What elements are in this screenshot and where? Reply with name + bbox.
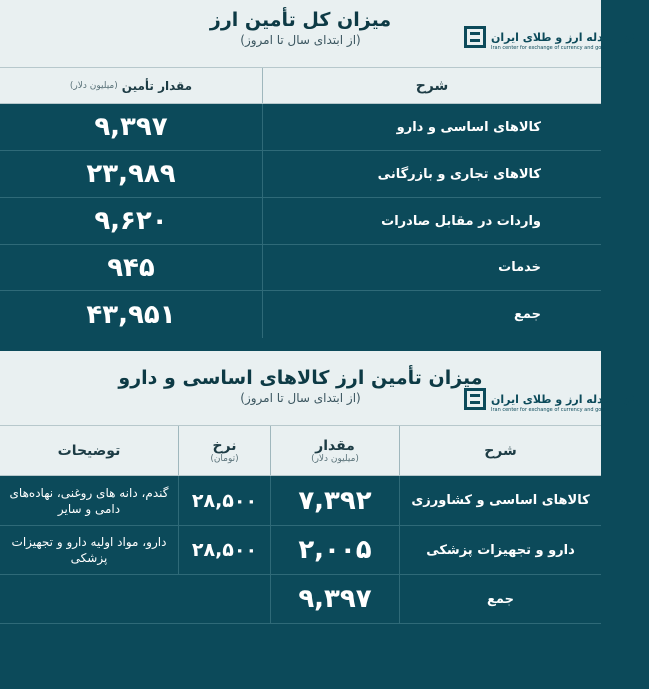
logo-icon (464, 26, 486, 48)
row-label: کالاهای اساسی و کشاورزی (411, 493, 590, 508)
logo-icon (464, 388, 486, 410)
row-label: واردات در مقابل صادرات (381, 213, 541, 229)
amount-unit: (میلیون دلار) (311, 453, 359, 464)
col-notes: توضیحات (57, 442, 121, 459)
row-label: خدمات (498, 260, 541, 275)
total-row (0, 575, 601, 624)
amount-value: ۲۳,۹۸۹ (86, 159, 176, 189)
table-row (0, 151, 601, 198)
row-label: دارو و تجهیزات پزشکی (426, 542, 575, 558)
row-notes: گندم، دانه های روغنی، نهاده‌های دامی و سایر (9, 485, 169, 516)
amount-value: ۲,۰۰۵ (298, 535, 372, 565)
amount-value: ۹,۳۹۷ (94, 112, 168, 142)
panel-total-currency (0, 0, 649, 338)
total-value: ۴۳,۹۵۱ (86, 299, 176, 330)
amount-value: ۹۴۵ (107, 252, 155, 283)
panel-1-subtitle: (از ابتدای سال تا امروز) (240, 33, 361, 47)
table-row (0, 526, 601, 575)
row-label: کالاهای اساسی و دارو (396, 119, 541, 135)
total-label: جمع (487, 591, 514, 607)
col-amount: مقدار (315, 437, 355, 454)
row-notes: دارو، مواد اولیه دارو و تجهیزات پزشکی (11, 535, 167, 565)
row-label: کالاهای تجاری و بازرگانی (377, 166, 541, 182)
rate-value: ۲۸,۵۰۰ (191, 489, 258, 512)
panel-1-title: میزان کل تأمین ارز (209, 9, 392, 31)
panel-essential-goods (0, 351, 649, 689)
panel-2-header-row (0, 425, 601, 476)
table-row (0, 198, 601, 245)
col-amount: مقدار تأمین (121, 78, 193, 93)
rate-value: ۲۸,۵۰۰ (191, 539, 258, 561)
table-row (0, 476, 601, 526)
col-description: شرح (484, 442, 517, 459)
logo: مرکز مبادله ارز و طلای ایران Iran center for exchange of currency and gold (464, 388, 649, 413)
col-description: شرح (415, 77, 449, 94)
logo: مرکز مبادله ارز و طلای ایران Iran center for exchange of currency and gold (464, 26, 649, 51)
amount-value: ۷,۳۹۲ (298, 485, 372, 516)
total-row (0, 291, 601, 338)
panel-2-subtitle: (از ابتدای سال تا امروز) (240, 391, 361, 405)
rate-unit: (تومان) (210, 453, 239, 464)
total-value: ۹,۳۹۷ (298, 584, 372, 614)
table-row (0, 245, 601, 291)
col-rate: نرخ (212, 437, 237, 454)
total-label: جمع (514, 307, 541, 322)
amount-unit: (میلیون دلار) (69, 80, 118, 91)
table-row (0, 104, 601, 151)
panel-2-title: میزان تأمین ارز کالاهای اساسی و دارو (118, 367, 483, 389)
panel-1-header-row (0, 67, 601, 104)
amount-value: ۹,۶۲۰ (94, 206, 168, 236)
panel-1-title-bar (0, 0, 649, 67)
panel-2-title-bar (0, 351, 649, 425)
